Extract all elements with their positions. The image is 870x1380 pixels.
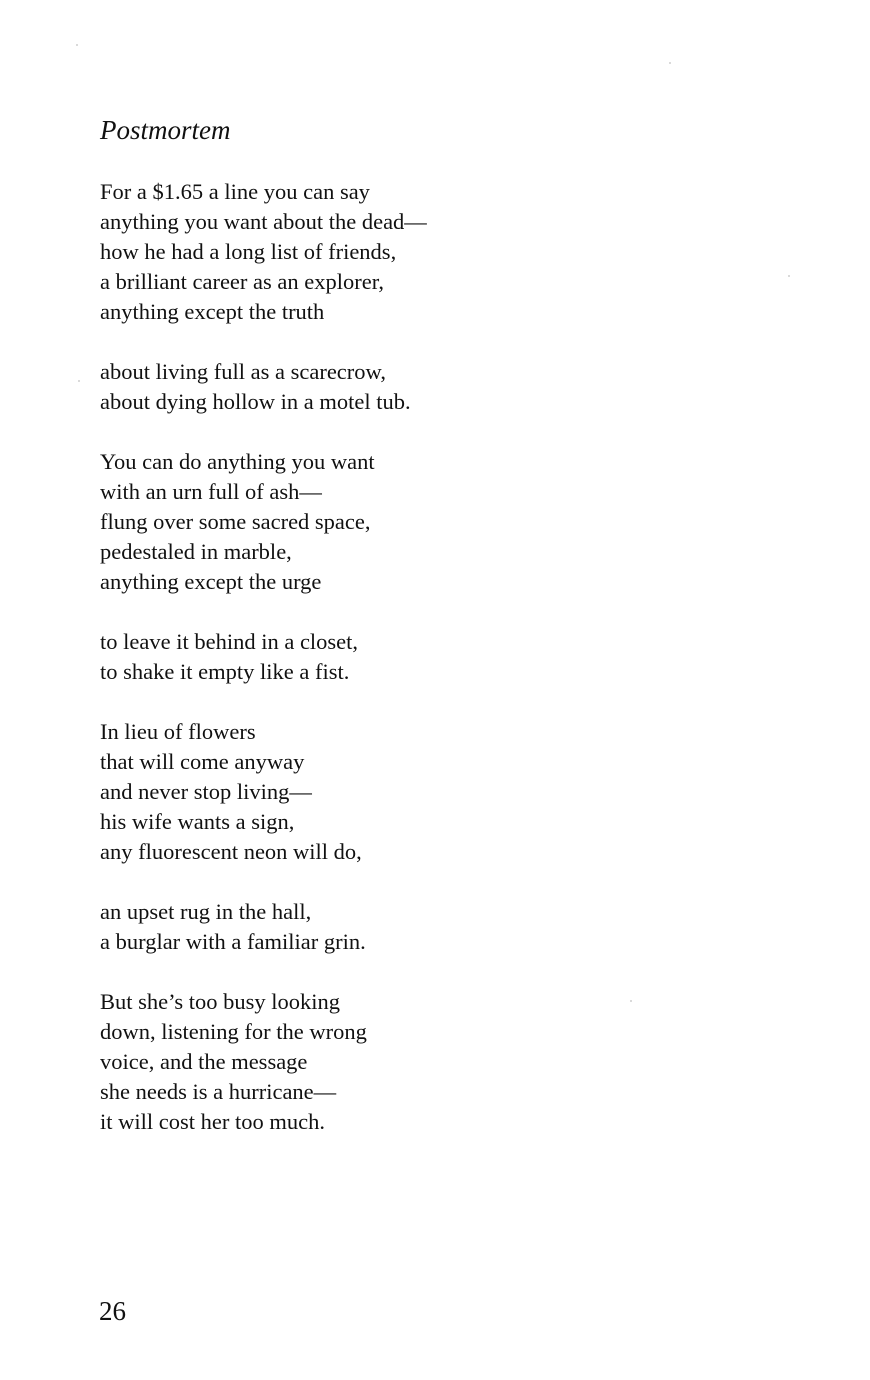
stanza-2 (100, 357, 620, 417)
stanza-5 (100, 717, 620, 867)
poem-line: about living full as a scarecrow, (100, 359, 386, 384)
scan-speck (630, 1000, 632, 1002)
poem-line: how he had a long list of friends, (100, 239, 397, 264)
poem-line: a burglar with a familiar grin. (100, 929, 366, 954)
poem-line: pedestaled in marble, (100, 539, 292, 564)
poem-line: to leave it behind in a closet, (100, 629, 359, 654)
poem-line: she needs is a hurricane— (100, 1079, 337, 1104)
stanza-7 (100, 987, 620, 1137)
scan-speck (669, 62, 671, 64)
poem-line: his wife wants a sign, (100, 809, 295, 834)
poem-line: and never stop living— (100, 779, 312, 804)
poem-line: flung over some sacred space, (100, 509, 371, 534)
scan-speck (78, 380, 80, 382)
scan-speck (788, 275, 790, 277)
poem-line: anything except the truth (100, 299, 325, 324)
poem-line: about dying hollow in a motel tub. (100, 389, 411, 414)
poem-line: voice, and the message (100, 1049, 308, 1074)
poem-title: Postmortem (100, 115, 231, 145)
stanza-4 (100, 627, 620, 687)
poem-line: that will come anyway (100, 749, 305, 774)
poem-line: anything except the urge (100, 569, 322, 594)
poem-line: with an urn full of ash— (100, 479, 322, 504)
poem-line: In lieu of flowers (100, 719, 256, 744)
poem-line: it will cost her too much. (100, 1109, 325, 1134)
poem-line: to shake it empty like a fist. (100, 659, 350, 684)
stanza-3 (100, 447, 620, 597)
poem-body (100, 177, 620, 1167)
page-number: 26 (99, 1296, 126, 1326)
poem-line: down, listening for the wrong (100, 1019, 367, 1044)
poem-line: anything you want about the dead— (100, 209, 427, 234)
stanza-1 (100, 177, 620, 327)
scan-speck (76, 44, 78, 46)
poem-line: any fluorescent neon will do, (100, 839, 362, 864)
stanza-6 (100, 897, 620, 957)
poem-line: But she’s too busy looking (100, 989, 341, 1014)
poem-line: For a $1.65 a line you can say (100, 179, 370, 204)
poem-line: You can do anything you want (100, 449, 375, 474)
poem-line: an upset rug in the hall, (100, 899, 312, 924)
poem-line: a brilliant career as an explorer, (100, 269, 384, 294)
